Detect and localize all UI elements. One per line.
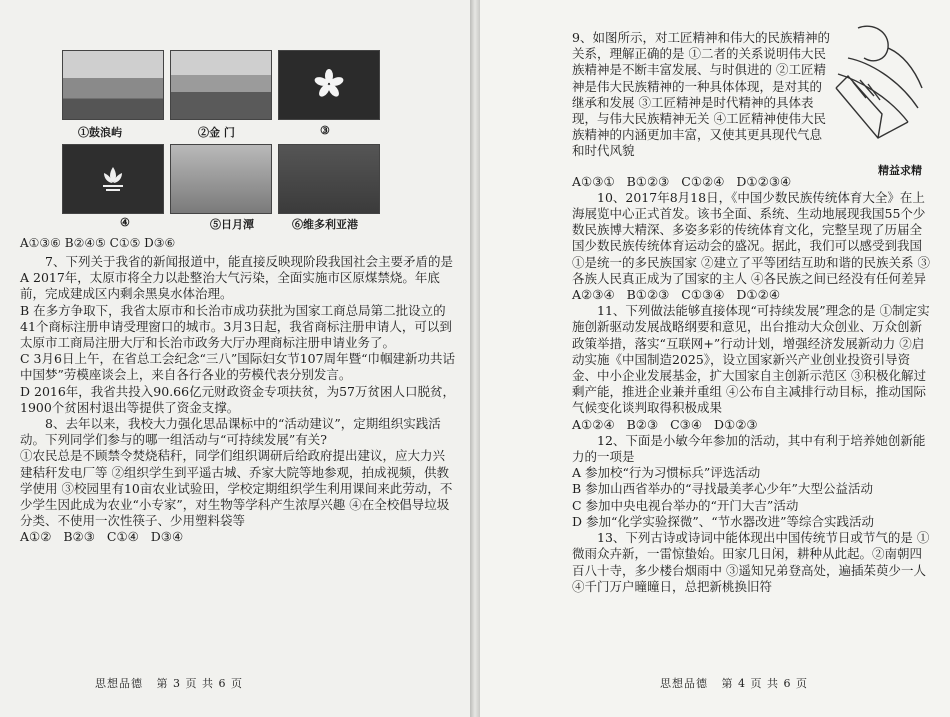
q12-text: 12、下面是小敏今年参加的活动，其中有利于培养她创新能力的一项是	[572, 432, 926, 465]
q7-option-b: B 在多方争取下，我省太原市和长治市成功获批为国家工商总局第二批设立的41个商标注册申请受理窗口的城市。3月3日起，我省商标注册申请人，可以到太原市工商局注册大厅和长治市政务大厅办理商标注册申请业务了。	[20, 302, 452, 351]
photo-caption: ⑤日月潭	[210, 218, 254, 231]
photo-jinmen	[170, 50, 272, 120]
photo-victoria-harbour	[278, 144, 380, 214]
q10-options: A②③④ B①②③ C①③④ D①②④	[572, 287, 781, 303]
q7-stem: 7、下列关于我省的新闻报道中，能直接反映现阶段我国社会主要矛盾的是	[45, 254, 453, 269]
photo-caption: ④	[120, 216, 130, 229]
photo-caption: ③	[320, 124, 330, 137]
q12-option-d: D 参加“化学实验探微”、“节水器改进”等综合实践活动	[572, 513, 875, 529]
q7-option-d: D 2016年，我省共投入90.66亿元财政资金专项扶贫，为57万贫困人口脱贫，1900个贫困村退出等提供了资金支撑。	[20, 383, 455, 415]
q10-items: ①是统一的多民族国家 ②建立了平等团结互助和谐的民族关系 ③各族人民真正成为了国家的主人 ④各民族之间已经没有任何差异	[572, 254, 930, 286]
photo-gulangyu	[62, 50, 164, 120]
page-footer: 思想品德 第 3 页 共 6 页	[95, 677, 243, 690]
question-block	[20, 254, 456, 546]
q11-text: 11、下列做法能够直接体现“可持续发展”理念的是 ①制定实施创新驱动发展战略纲要和意见，出台推动大众创业、万众创新政策举措，落实“互联网+”行动计划，增强经济发展新动力 ②启动实施《中国制造2025》，设立国家新兴产业创业投资引导资金、中小企业发展基金，扩大国家自主创新示范区 ③积极化解过剩产能，推进企业兼并重组 ④公布自主减排行动目标，推动国际气候变化谈判取得积极成果	[572, 303, 930, 416]
q12-option-a: A 参加校“行为习惯标兵”评选活动	[572, 465, 761, 481]
hongkong-flag-photo	[278, 50, 380, 120]
q6-options: A①③⑥ B②④⑤ C①⑤ D③⑥	[20, 236, 176, 250]
left-page	[0, 0, 470, 717]
sculpture-illustration	[818, 18, 928, 148]
q9-options: A①③① B①②③ C①②④ D①②③④	[572, 173, 792, 189]
q8-body: ①农民总是不顾禁令焚烧秸秆，同学们组织调研后给政府提出建议，应大力兴建秸秆发电厂等 ②组织学生到平遥古城、乔家大院等地参观，拍成视频，供教学使用 ③校园里有10亩农业试验田，学校定期组织学生利用课间来此劳动，不少学生因此成为农业“小专家”，对生物等学科产生浓厚兴趣 ④在全校倡导垃圾分类、不使用一次性筷子、少用塑料袋等	[20, 448, 453, 529]
q9-text: 9、如图所示，对工匠精神和伟大的民族精神的关系，理解正确的是 ①二者的关系说明伟大民族精神是不断丰富发展、与时俱进的 ②工匠精神是伟大民族精神的一种具体体现，是对其的继承和发展 ③工匠精神是时代精神的具体表现，与伟大民族精神无关 ④工匠精神使伟大民族精神的内涵更加丰富，又使其更具现代气息和时代风貌	[572, 30, 830, 159]
q12-option-c: C 参加中央电视台举办的“开门大吉”活动	[572, 497, 799, 513]
page-footer: 思想品德 第 4 页 共 6 页	[660, 677, 808, 690]
photo-caption: ⑥维多利亚港	[292, 218, 358, 231]
q8-stem: 8、去年以来，我校大力强化思品课标中的“活动建议”，定期组织实践活动。下列同学们参与的哪一组活动与“可持续发展”有关?	[20, 416, 441, 448]
q7-option-a: A 2017年，太原市将全力以赴整治大气污染，全面实施市区原煤禁烧。年底前，完成建成区内剩余黑臭水体治理。	[20, 270, 440, 302]
q13-text: 13、下列古诗或诗词中能体现出中国传统节日或节气的是 ①微雨众卉新，一雷惊蛰始。田家几日闲，耕种从此起。②南朝四百八十寺，多少楼台烟雨中 ③遥知兄弟登高处，遍插茱萸少一人 ④千门万户曈曈日，总把新桃换旧符	[572, 530, 930, 594]
q11-options: A①②④ B②③ C③④ D①②③	[572, 416, 758, 432]
photo-caption: ②金 门	[198, 126, 235, 139]
photo-grid	[20, 44, 456, 254]
photo-sun-moon-lake	[170, 144, 272, 214]
sculpture-caption: 精益求精	[878, 164, 922, 177]
q12-option-b: B 参加山西省举办的“寻找最美孝心少年”大型公益活动	[572, 481, 873, 497]
photo-caption: ①鼓浪屿	[78, 126, 122, 139]
q7-option-c: C 3月6日上午，在省总工会纪念“三八”国际妇女节107周年暨“巾帼建新功共话中国梦”劳模座谈会上，来自各行各业的劳模代表分别发言。	[20, 351, 455, 383]
lotus-icon	[98, 163, 128, 193]
right-page	[480, 0, 950, 717]
macau-flag-photo	[62, 144, 164, 214]
q10-text: 10、2017年8月18日，《中国少数民族传统体育大全》在上海展览中心正式首发。该书全面、系统、生动地展现我国55个少数民族博大精深、多姿多彩的传统体育文化，完整呈现了历届全国少数民族传统体育运动会的盛况。据此，我们可以感受到我国	[572, 189, 926, 254]
bauhinia-icon	[314, 69, 344, 99]
book-spine	[470, 0, 480, 717]
q8-options: A①② B②③ C①④ D③④	[20, 529, 184, 545]
